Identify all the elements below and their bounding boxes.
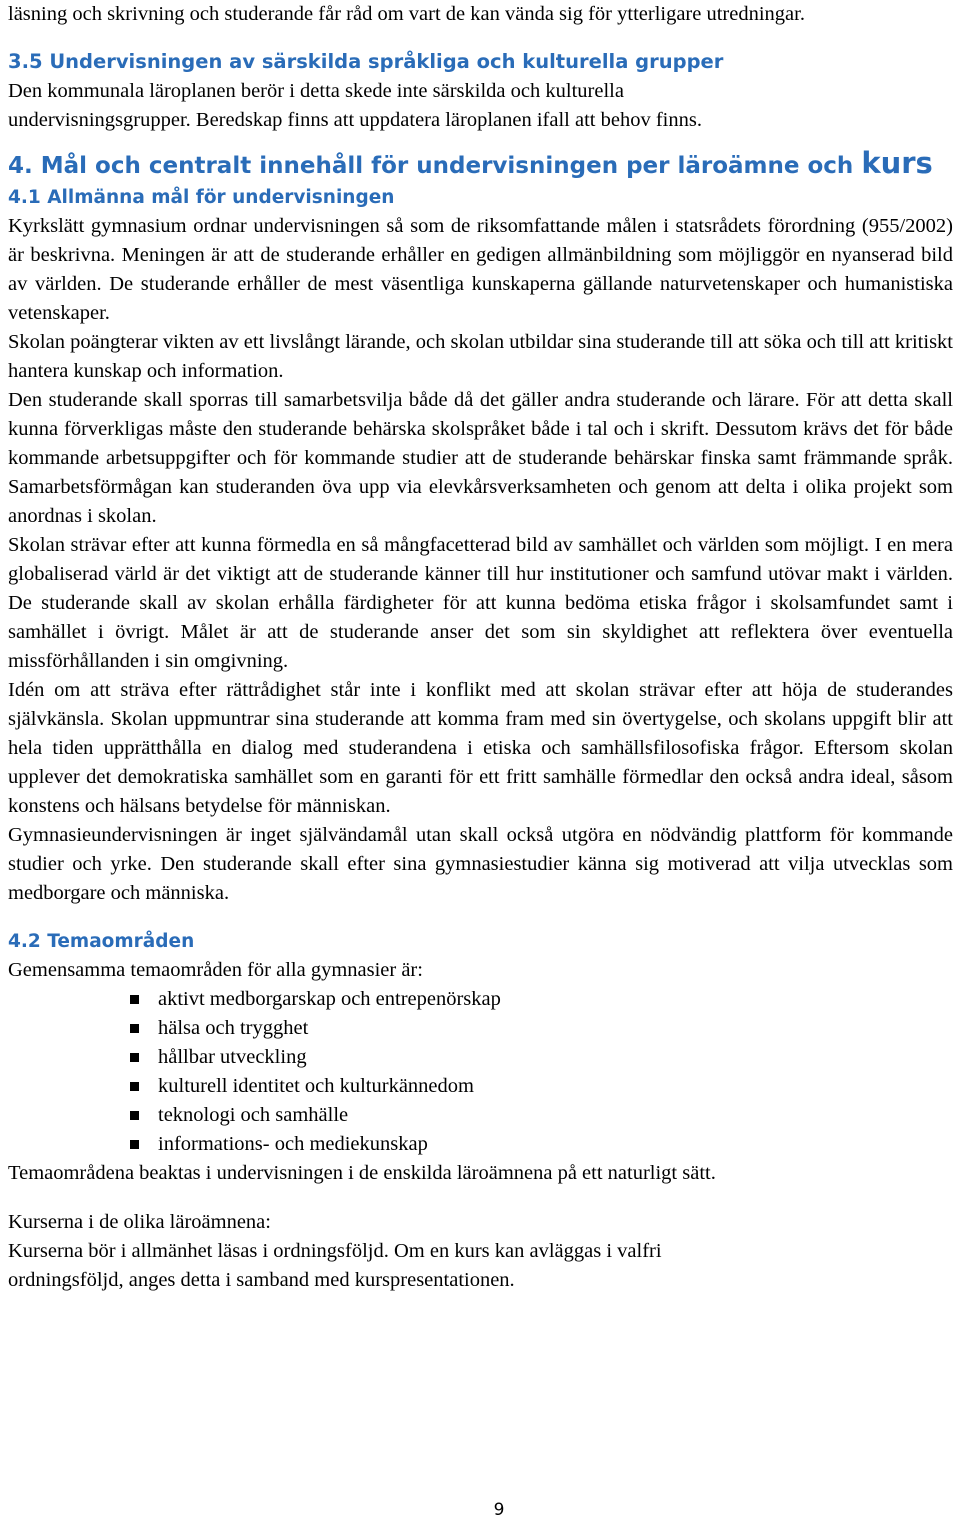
- list-item: [130, 1101, 953, 1130]
- section-4-heading: [8, 145, 953, 184]
- list-item: [130, 985, 953, 1014]
- list-item-text: teknologi och samhälle: [158, 1104, 349, 1126]
- section-3-5-heading: 3.5 Undervisningen av särskilda språkliga och kulturella grupper: [8, 50, 724, 73]
- list-item-text: informations- och mediekunskap: [158, 1133, 428, 1155]
- section-4-1-paragraph-4: Skolan strävar efter att kunna förmedla en så mångfacetterad bild av samhället och världen som möjligt. I en mera globaliserad värld är det viktigt att de studerande känner till hur institutioner och samfund utövar makt i världen. De studerande skall av skolan erhålla färdigheter för att kunna bedöma etiska frågor i skolsamfundet samt i samhället i övrigt. Målet är att de studerande anser det som sin skyldighet att reflektera över eventuella missförhållanden i sin omgivning.: [8, 534, 953, 672]
- section-4-2-closing: Temaområdena beaktas i undervisningen i de enskilda läroämnena på ett naturligt sätt.: [8, 1162, 716, 1184]
- section-4-1-paragraph-2: Skolan poängterar vikten av ett livslångt lärande, och skolan utbildar sina studerande till att söka och till att kritiskt hantera kunskap och information.: [8, 331, 953, 382]
- courses-label: Kurserna i de olika läroämnena:: [8, 1211, 271, 1233]
- document-page: [8, 0, 953, 1295]
- list-item: [130, 1130, 953, 1159]
- section-4-1-paragraph-1: Kyrkslätt gymnasium ordnar undervisningen så som de riksomfattande målen i statsrådets förordning (955/2002) är beskrivna. Meningen är att de studerande erhåller en gedigen allmänbildning som möjliggör en nyanserad bild av världen. De studerande erhåller de mest väsentliga kunskaperna gällande naturvetenskaper och humanistiska vetenskaper.: [8, 215, 953, 324]
- bullet-square-icon: [130, 995, 139, 1004]
- theme-list: [8, 985, 953, 1159]
- list-item-text: kulturell identitet och kulturkännedom: [158, 1075, 474, 1097]
- section-4-1-paragraph-3: Den studerande skall sporras till samarbetsvilja både då det gäller andra studerande och lärare. För att detta skall kunna förverkligas måste den studerande behärska skolspråket både i tal och i skrift. Dessutom krävs det för både kommande arbetsuppgifter och för kommande studier att de studerande behärskar finska samt främmande språk. Samarbetsförmågan kan studeranden öva upp via elevkårsverksamheten och genom att delta i olika projekt som anordnas i skolan.: [8, 389, 953, 527]
- section-4-2-heading: 4.2 Temaområden: [8, 931, 195, 952]
- courses-line-1: Kurserna bör i allmänhet läsas i ordningsföljd. Om en kurs kan avläggas i valfri: [8, 1240, 662, 1262]
- bullet-square-icon: [130, 1053, 139, 1062]
- bullet-square-icon: [130, 1024, 139, 1033]
- list-item-text: hälsa och trygghet: [158, 1017, 309, 1039]
- intro-paragraph: läsning och skrivning och studerande får råd om vart de kan vända sig för ytterligare utredningar.: [8, 3, 805, 25]
- section-3-5-line-1: Den kommunala läroplanen berör i detta skede inte särskilda och kulturella: [8, 80, 624, 102]
- section-3-5-line-2: undervisningsgrupper. Beredskap finns att uppdatera läroplanen ifall att behov finns.: [8, 109, 702, 131]
- section-4-2-lead: Gemensamma temaområden för alla gymnasier är:: [8, 959, 423, 981]
- list-item-text: hållbar utveckling: [158, 1046, 307, 1068]
- list-item: [130, 1014, 953, 1043]
- section-4-heading-text: 4. Mål och centralt innehåll för undervisningen per läroämne och: [8, 153, 862, 179]
- bullet-square-icon: [130, 1140, 139, 1149]
- list-item: [130, 1072, 953, 1101]
- list-item: [130, 1043, 953, 1072]
- bullet-square-icon: [130, 1111, 139, 1120]
- page-number: 9: [493, 1500, 505, 1520]
- section-4-heading-kurs: kurs: [861, 146, 933, 180]
- list-item-text: aktivt medborgarskap och entrepenörskap: [158, 988, 501, 1010]
- section-4-1-paragraph-6: Gymnasieundervisningen är inget självändamål utan skall också utgöra en nödvändig plattform för kommande studier och yrke. Den studerande skall efter sina gymnasiestudier känna sig motiverad att vilja utvecklas som medborgare och människa.: [8, 824, 953, 904]
- courses-line-2: ordningsföljd, anges detta i samband med kurspresentationen.: [8, 1269, 515, 1291]
- bullet-square-icon: [130, 1082, 139, 1091]
- section-4-1-heading: 4.1 Allmänna mål för undervisningen: [8, 187, 395, 208]
- section-4-1-paragraph-5: Idén om att sträva efter rättrådighet står inte i konflikt med att skolan strävar efter att höja de studerandes självkänsla. Skolan uppmuntrar sina studerande att komma fram med sin övertygelse, och skolans uppgift blir att hela tiden upprätthålla en dialog med studerandena i etiska och samhällsfilosofiska frågor. Eftersom skolan upplever det demokratiska samhället som en garanti för ett fritt samhälle förmedlar den också andra ideal, såsom konstens och hälsans betydelse för människan.: [8, 679, 953, 817]
